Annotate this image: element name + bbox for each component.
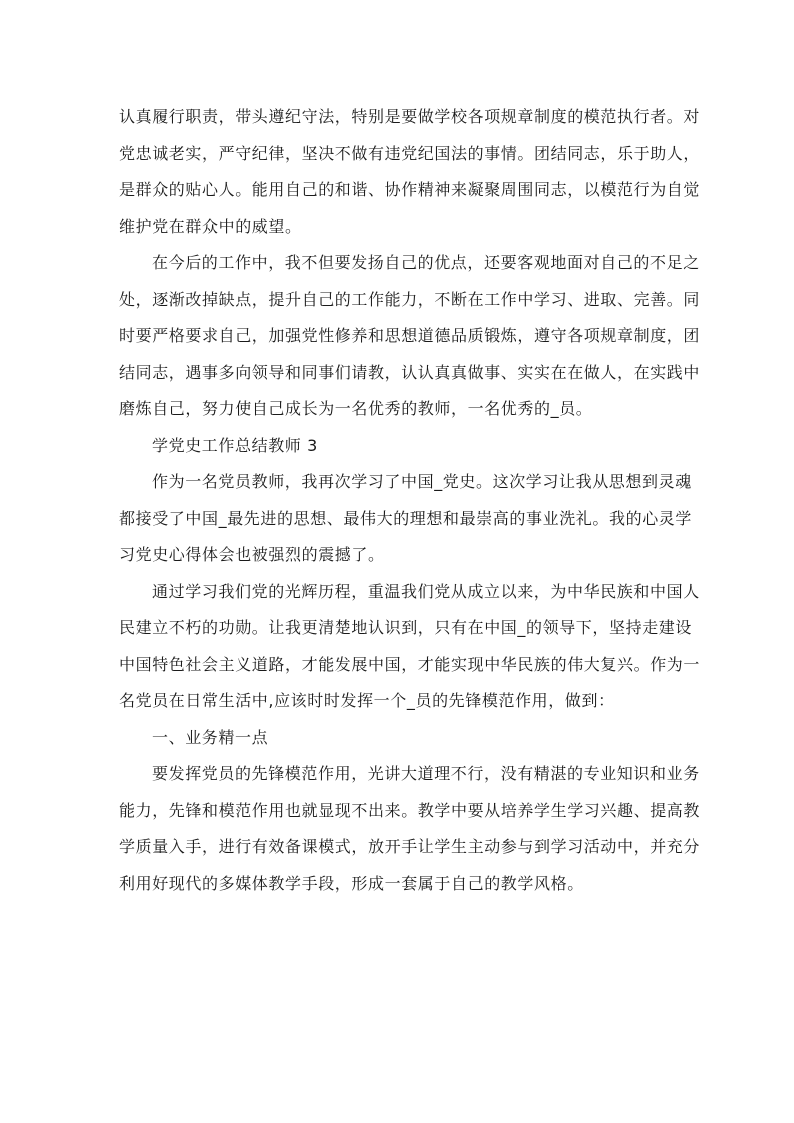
- text-line: 认真履行职责，带头遵纪守法，特别是要做学校各项规章制度的模范执行者。对: [119, 107, 701, 126]
- section-heading: [119, 428, 679, 465]
- text-line: 能力，先锋和模范作用也就显现不出来。教学中要从培养学生学习兴趣、提高教: [119, 800, 701, 820]
- text-line: 民建立不朽的功勋。让我更清楚地认识到，只有在中国_的领导下，坚持走建设: [119, 618, 693, 637]
- text-line: 党忠诚老实，严守纪律，坚决不做有违党纪国法的事情。团结同志，乐于助人，: [119, 143, 701, 163]
- text-line: 处，逐渐改掉缺点，提升自己的工作能力，不断在工作中学习、进取、完善。同: [119, 289, 701, 309]
- document-body: [119, 99, 701, 902]
- text-line: 学质量入手，进行有效备课模式，放开手让学生主动参与到学习活动中，并充分: [119, 837, 701, 856]
- paragraph-study: [119, 464, 693, 574]
- text-line: 通过学习我们党的光辉历程，重温我们党从成立以来，为中华民族和中国人: [152, 581, 700, 601]
- text-line: 都接受了中国_最先进的思想、最伟大的理想和最崇高的事业洗礼。我的心灵学: [119, 508, 693, 528]
- subsection-heading: [119, 720, 679, 757]
- text-line: 利用好现代的多媒体教学手段，形成一套属于自己的教学风格。: [119, 873, 584, 893]
- text-line: 要发挥党员的先锋模范作用，光讲大道理不行，没有精湛的专业知识和业务: [152, 764, 700, 783]
- text-line: 习党史心得体会也被强烈的震撼了。: [119, 545, 385, 564]
- text-line: 维护党在群众中的威望。: [119, 216, 302, 236]
- text-line: 是群众的贴心人。能用自己的和谐、协作精神来凝聚周围同志，以模范行为自觉: [119, 180, 701, 199]
- paragraph-future-work: [119, 245, 701, 428]
- text-line: 名党员在日常生活中,应该时时发挥一个_员的先锋模范作用，做到：: [119, 691, 615, 710]
- section-title: 学党史工作总结教师 3: [152, 435, 318, 455]
- text-line: 作为一名党员教师，我再次学习了中国_党史。这次学习让我从思想到灵魂: [152, 472, 692, 491]
- text-line: 时要严格要求自己，加强党性修养和思想道德品质锻炼，遵守各项规章制度，团: [119, 326, 701, 345]
- subsection-title: 一、业务精一点: [152, 727, 269, 747]
- text-line: 磨炼自己，努力使自己成长为一名优秀的教师，一名优秀的_员。: [119, 399, 593, 418]
- paragraph-expertise: [119, 756, 701, 902]
- text-line: 中国特色社会主义道路，才能发展中国，才能实现中华民族的伟大复兴。作为一: [119, 654, 701, 674]
- text-line: 在今后的工作中，我不但要发扬自己的优点，还要客观地面对自己的不足之: [152, 253, 700, 272]
- paragraph-duty: [119, 99, 701, 245]
- paragraph-history: [119, 574, 701, 720]
- text-line: 结同志，遇事多向领导和同事们请教，认认真真做事、实实在在做人，在实践中: [119, 362, 701, 382]
